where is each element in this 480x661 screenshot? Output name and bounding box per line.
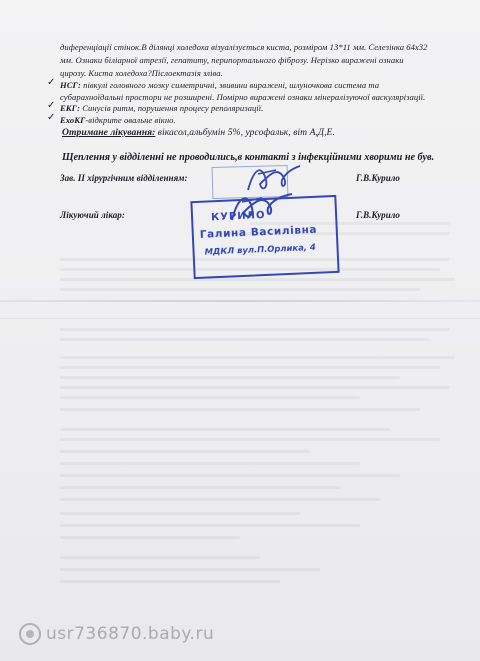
signature-doctor: [226, 186, 296, 228]
paper-fold-secondary: [0, 318, 480, 319]
treatment-text: вікасол,альбумін 5%, урсофальк, віт А,Д,Е.: [157, 127, 335, 138]
doctor-label: Лікуючий лікар:: [60, 210, 125, 220]
watermark-logo-icon: [18, 622, 42, 646]
echo-row: [60, 115, 176, 125]
ekg-text: Синусів ритм, порушення процесу реполяризації.: [82, 103, 264, 113]
ekg-row: [60, 103, 263, 113]
ultrasound-line-2: мм. Ознаки біліарної атрезії, гепатиту, перипортального фіброзу. Нерізко виражені ознаки: [60, 55, 404, 65]
nsg-label: НСГ:: [60, 80, 81, 90]
doctor-name: Г.В.Курило: [356, 210, 400, 220]
checkmark-icon: ✓: [47, 100, 56, 111]
vaccination-note: Щеплення у відділенні не проводились,в контакті з інфекційними хворими не був.: [62, 152, 435, 163]
nsg-text-line-2: субарахноїдальні простори не розширені. Помірно виражені ознаки мінералізуючої васкулярізації.: [60, 92, 426, 102]
ultrasound-line-3: цирозу. Киста холедоха?Післоектазія зліва.: [60, 68, 223, 78]
checkmark-icon: ✓: [47, 112, 56, 123]
checkmark-icon: ✓: [47, 77, 56, 88]
watermark-text: usr736870.baby.ru: [46, 624, 215, 644]
stamp-name: КУРИЛО: [210, 209, 266, 224]
ekg-label: ЕКГ:: [60, 103, 81, 113]
stamp-fullname: Галина Василівна: [199, 223, 318, 241]
stamp-address: МДКЛ вул.П.Орлика, 4: [204, 241, 316, 257]
head-name: Г.В.Курило: [356, 173, 400, 183]
paper-fold: [0, 300, 480, 302]
nsg-text: півкулі головного мозку симетричні, звивини виражені, шлуночкова система та: [83, 80, 380, 90]
ultrasound-line-1: диференціації стінок.В ділянці холедоха візуалізується киста, розміром 13*11 мм. Селезінка 64х32: [60, 42, 428, 52]
treatment-label: Отримане лікування:: [62, 127, 156, 138]
head-label: Зав. II хірургічним відділенням:: [60, 173, 188, 183]
nsg-row: [60, 80, 379, 90]
echo-label: ЕхоКГ: [60, 115, 86, 125]
treatment-row: [62, 127, 335, 138]
echo-text: -відкрите овальне вікно.: [85, 115, 176, 125]
